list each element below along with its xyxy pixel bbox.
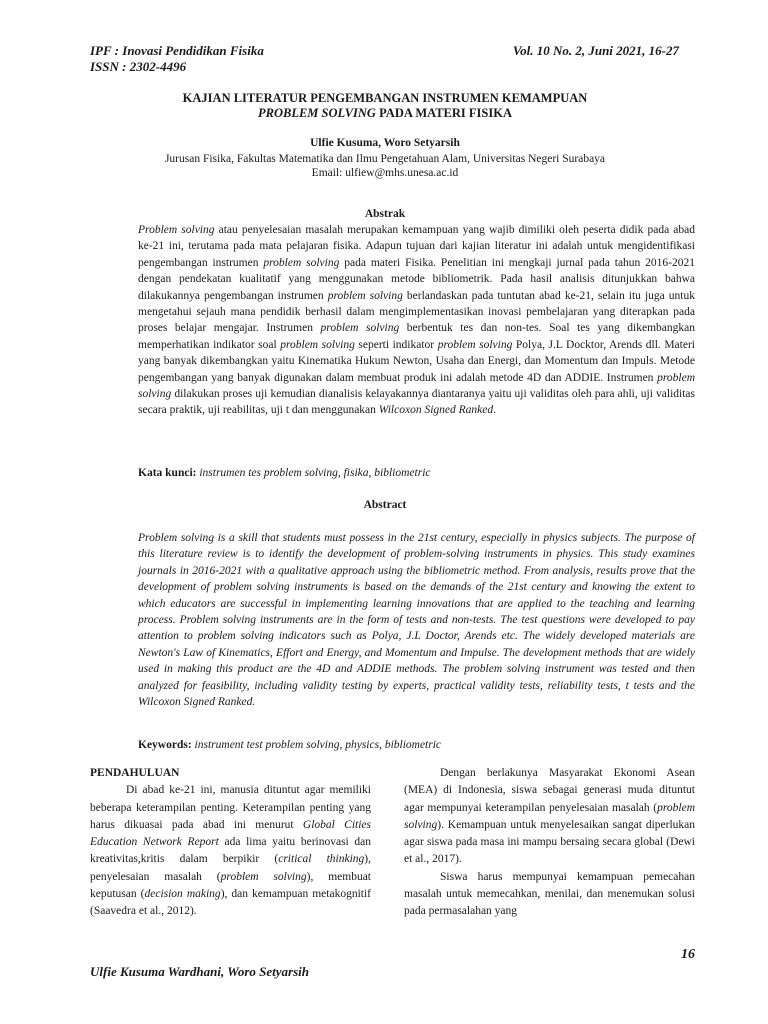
paper-title <box>90 91 680 121</box>
kata-kunci: Kata kunci: instrumen tes problem solving, fisika, bibliometric <box>138 467 431 479</box>
email: Email: ulfiew@mhs.unesa.ac.id <box>311 167 459 179</box>
intro-right-column <box>404 765 695 921</box>
affiliation-block <box>90 152 680 180</box>
affiliation: Jurusan Fisika, Fakultas Matematika dan Ilmu Pengetahuan Alam, Universitas Negeri Surabaya <box>164 153 606 165</box>
abstrak-heading: Abstrak <box>364 208 406 220</box>
volume-info: Vol. 10 No. 2, Juni 2021, 16-27 <box>512 43 679 58</box>
keywords: Keywords: instrument test problem solving, physics, bibliometric <box>138 739 442 751</box>
title-line-1: KAJIAN LITERATUR PENGEMBANGAN INSTRUMEN KEMAMPUAN <box>182 91 588 105</box>
intro-paragraph: Di abad ke-21 ini, manusia dituntut agar memiliki beberapa keterampilan penting. Keterampilan penting yang harus dikuasai pada abad ini menurut Global Cities Education Network Report ada lima yaitu berinovasi dan kreativitas,kritis dalam berpikir (critical thinking), penyelesaian masalah (problem solving), membuat keputusan (decision making), dan kemampuan metakognitif (Saavedra et al., 2012). <box>90 784 372 918</box>
authors: Ulfie Kusuma, Woro Setyarsih <box>310 137 460 149</box>
intro-left-column <box>90 765 371 921</box>
abstract-body: Problem solving is a skill that students must possess in the 21st century, especially in physics subjects. The purpose of this literature review is to identify the development of problem-solving instruments in physics. This study examines journals in 2016-2021 with a qualitative approach using the bibliometric method. From analysis, results prove that the development of problem solving instruments is based on the demands of the 21st century and knowing the extent to which educators are successful in implementing learning innovations that are applied to the teaching and learning process. Problem solving instruments are in the form of tests and non-tests. The test questions were developed to pay attention to problem solving indicators such as Polya, J.L Doctor, Arends etc. The widely developed materials are Newton's Law of Kinematics, Effort and Energy, and Momentum and Impulse. The development methods that are widely used in making this product are the 4D and ADDIE methods. The problem solving instrument was tested and then analyzed for feasibility, including validity testing by experts, practical validity tests, reliability tests, t tests and the Wilcoxon Signed Ranked. <box>138 532 695 709</box>
page-number: 16 <box>681 947 695 962</box>
abstrak-body: Problem solving atau penyelesaian masalah merupakan kemampuan yang wajib dimiliki oleh peserta didik pada abad ke-21 ini, terutama pada mata pelajaran fisika. Adapun tujuan dari kajian literatur ini adalah untuk mengidentifikasi pengembangan instrumen problem solving pada materi Fisika. Penelitian ini mengkaji jurnal pada tahun 2016-2021 dengan pendekatan kualitatif yang menggunakan metode bibliometrik. Pada hasil analisis ditunjukkan bahwa dilakukannya pengembangan instrumen problem solving berlandaskan pada tuntutan abad ke-21, selain itu juga untuk mengetahui sejauh mana pendidik berhasil dalam mengimplementasikan inovasi pembelajaran yang diterapkan pada proses belajar mengajar. Instrumen problem solving berbentuk tes dan non-tes. Soal tes yang dikembangkan memperhatikan indikator soal problem solving seperti indikator problem solving Polya, J.L Docktor, Arends dll. Materi yang banyak dikembangkan yaitu Kinematika Hukum Newton, Usaha dan Energi, dan Momentum dan Impuls. Metode pengembangan yang banyak digunakan dalam membuat produk ini adalah metode 4D dan ADDIE. Instrumen problem solving dilakukan proses uji kemudian dianalisis kelayakannya diantaranya yaitu uji validitas oleh para ahli, uji validitas secara praktik, uji reabilitas, uji t dan menggunakan Wilcoxon Signed Ranked. <box>138 224 696 417</box>
abstract-heading: Abstract <box>363 499 407 511</box>
footer-authors: Ulfie Kusuma Wardhani, Woro Setyarsih <box>90 964 310 979</box>
section-heading: PENDAHULUAN <box>90 767 180 779</box>
intro-paragraph-siswa: Siswa harus mempunyai kemampuan pemecahan masalah untuk memecahkan, menilai, dan menemukan solusi pada permasalahan yang <box>404 870 695 918</box>
intro-paragraph-mea: Dengan berlakunya Masyarakat Ekonomi Asean (MEA) di Indonesia, siswa sebagai generasi muda dituntut agar mempunyai keterampilan penyelesaian masalah (problem solving). Kemampuan untuk menyelesaikan sangat diperlukan agar siswa pada masa ini mampu bersaing secara global (Dewi et al., 2017). <box>404 767 695 866</box>
issn: ISSN : 2302-4496 <box>90 59 187 74</box>
title-line-2: PROBLEM SOLVING PADA MATERI FISIKA <box>258 106 512 120</box>
journal-name: IPF : Inovasi Pendidikan Fisika <box>90 43 264 58</box>
